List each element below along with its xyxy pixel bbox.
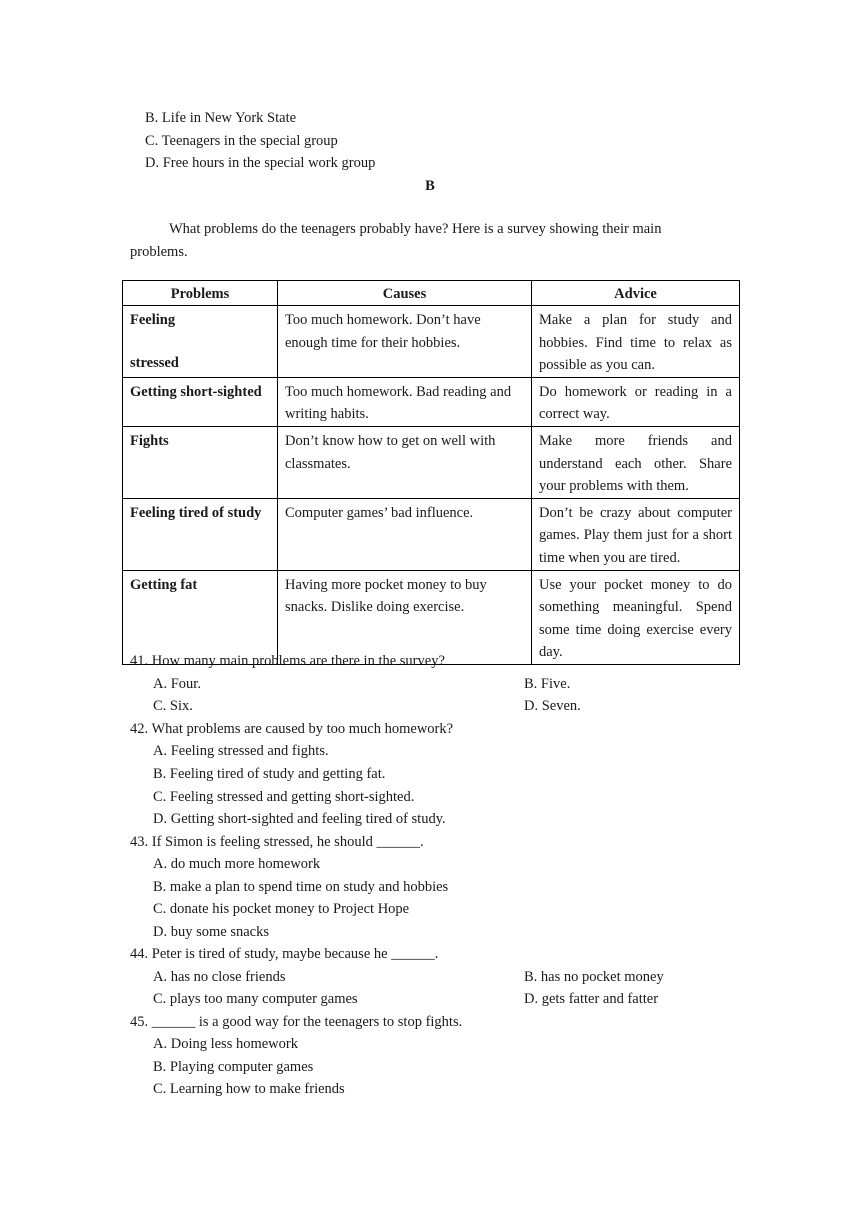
option-line: C. Teenagers in the special group <box>145 133 338 149</box>
question-45-option-c: C. Learning how to make friends <box>153 1081 345 1097</box>
question-42-option-b: B. Feeling tired of study and getting fat. <box>153 766 386 782</box>
question-41-option-a: A. Four. <box>153 676 201 692</box>
question-44-stem: 44. Peter is tired of study, maybe because he ______. <box>130 946 439 962</box>
question-41-option-c: C. Six. <box>153 698 193 714</box>
intro-line-2: problems. <box>130 244 188 260</box>
option-line: D. Free hours in the special work group <box>145 155 376 171</box>
cause-cell: Don’t know how to get on well with classmates. <box>278 426 532 498</box>
advice-cell: Don’t be crazy about computer games. Play them just for a short time when you are tired. <box>532 498 740 570</box>
header-advice: Advice <box>532 281 740 306</box>
question-45-stem: 45. ______ is a good way for the teenagers to stop fights. <box>130 1014 463 1030</box>
section-label: B <box>425 178 435 194</box>
option-line: B. Life in New York State <box>145 110 297 126</box>
question-41-option-d: D. Seven. <box>524 698 581 714</box>
problem-cell: Fights <box>123 426 278 498</box>
advice-cell: Make a plan for study and hobbies. Find time to relax as possible as you can. <box>532 306 740 378</box>
question-45-option-a: A. Doing less homework <box>153 1036 298 1052</box>
question-44-option-d: D. gets fatter and fatter <box>524 991 659 1007</box>
table-row <box>123 306 740 378</box>
question-42-option-a: A. Feeling stressed and fights. <box>153 743 329 759</box>
table-row <box>123 498 740 570</box>
question-43-option-c: C. donate his pocket money to Project Hope <box>153 901 410 917</box>
header-problems: Problems <box>123 281 278 306</box>
advice-cell: Use your pocket money to do something meaningful. Spend some time doing exercise every day. <box>532 570 740 664</box>
survey-table <box>122 280 740 665</box>
table-header-row <box>123 281 740 306</box>
cause-cell: Too much homework. Don’t have enough time for their hobbies. <box>278 306 532 378</box>
question-45-option-b: B. Playing computer games <box>153 1059 314 1075</box>
question-43-option-a: A. do much more homework <box>153 856 321 872</box>
question-42-stem: 42. What problems are caused by too much homework? <box>130 721 454 737</box>
problem-text: Feeling <box>130 312 176 328</box>
problem-cell: Feeling tired of study <box>123 498 278 570</box>
header-causes: Causes <box>278 281 532 306</box>
question-43-stem: 43. If Simon is feeling stressed, he should ______. <box>130 834 424 850</box>
question-42-option-d: D. Getting short-sighted and feeling tired of study. <box>153 811 446 827</box>
problem-cell <box>123 306 278 378</box>
question-43-option-b: B. make a plan to spend time on study and hobbies <box>153 879 449 895</box>
table-row <box>123 426 740 498</box>
question-43-option-d: D. buy some snacks <box>153 924 269 940</box>
advice-cell: Do homework or reading in a correct way. <box>532 377 740 426</box>
problem-cell: Getting short-sighted <box>123 377 278 426</box>
advice-cell: Make more friends and understand each other. Share your problems with them. <box>532 426 740 498</box>
table-row <box>123 570 740 664</box>
cause-cell: Computer games’ bad influence. <box>278 498 532 570</box>
question-44-option-b: B. has no pocket money <box>524 969 664 985</box>
question-41-stem: 41. How many main problems are there in the survey? <box>130 653 445 669</box>
table-row <box>123 377 740 426</box>
question-42-option-c: C. Feeling stressed and getting short-sighted. <box>153 789 415 805</box>
problem-text: stressed <box>130 354 179 371</box>
problem-cell: Getting fat <box>123 570 278 664</box>
question-44-option-a: A. has no close friends <box>153 969 286 985</box>
intro-line-1: What problems do the teenagers probably have? Here is a survey showing their main <box>169 221 662 237</box>
cause-cell: Having more pocket money to buy snacks. Dislike doing exercise. <box>278 570 532 664</box>
question-41-option-b: B. Five. <box>524 676 571 692</box>
cause-cell: Too much homework. Bad reading and writing habits. <box>278 377 532 426</box>
question-44-option-c: C. plays too many computer games <box>153 991 358 1007</box>
